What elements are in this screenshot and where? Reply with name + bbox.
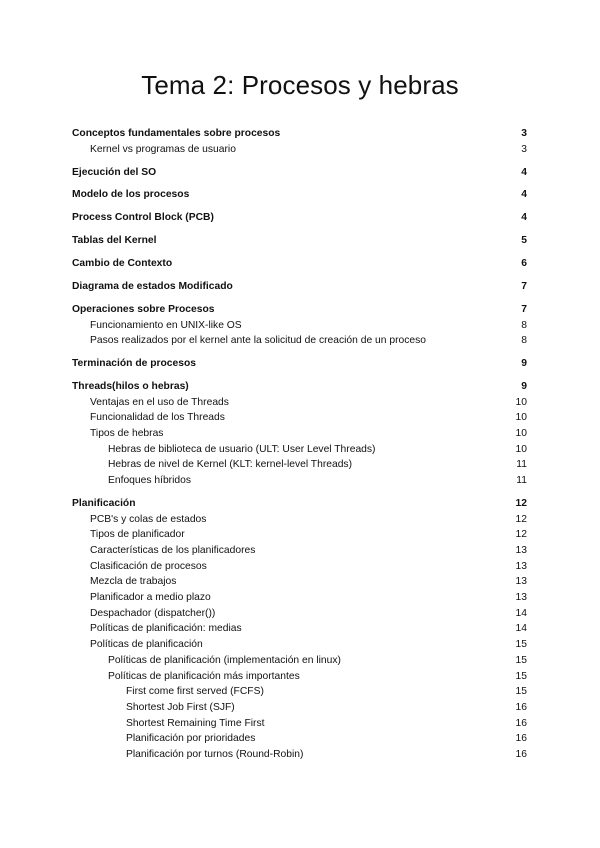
toc-entry-page-number[interactable]: 6 xyxy=(521,258,527,270)
toc-entry-label[interactable]: Operaciones sobre Procesos xyxy=(72,303,215,315)
toc-entry-label[interactable]: Tipos de planificador xyxy=(90,529,185,541)
toc-entry-label[interactable]: First come first served (FCFS) xyxy=(126,686,264,698)
toc-entry[interactable] xyxy=(72,716,527,732)
toc-entry-label[interactable]: Despachador (dispatcher()) xyxy=(90,607,216,619)
toc-entry-label[interactable]: Planificación xyxy=(72,497,136,509)
toc-entry-label[interactable]: Process Control Block (PCB) xyxy=(72,212,214,224)
toc-entry-page-number[interactable]: 16 xyxy=(515,717,527,729)
toc-entry-page-number[interactable]: 16 xyxy=(515,733,527,745)
toc-entry-page-number[interactable]: 14 xyxy=(515,623,527,635)
toc-entry[interactable] xyxy=(72,496,527,512)
toc-entry-page-number[interactable]: 4 xyxy=(521,166,527,178)
toc-entry-page-number[interactable]: 10 xyxy=(515,428,527,439)
toc-entry[interactable] xyxy=(72,426,527,442)
toc-entry[interactable] xyxy=(72,621,527,637)
toc-entry-page-number[interactable]: 13 xyxy=(515,576,527,588)
toc-entry-page-number[interactable]: 8 xyxy=(521,319,527,331)
toc-entry[interactable] xyxy=(72,210,527,226)
toc-entry-page-number[interactable]: 13 xyxy=(515,545,527,556)
toc-entry[interactable] xyxy=(72,527,527,543)
toc-entry-label[interactable]: Planificación por turnos (Round-Robin) xyxy=(126,748,304,760)
toc-entry-page-number[interactable]: 5 xyxy=(521,235,527,247)
toc-entry[interactable] xyxy=(72,559,527,575)
toc-entry-page-number[interactable]: 13 xyxy=(515,592,527,604)
toc-entry-label[interactable]: Pasos realizados por el kernel ante la solicitud de creación de un proceso xyxy=(90,335,426,347)
toc-entry[interactable] xyxy=(72,356,527,372)
toc-entry-label[interactable]: Conceptos fundamentales sobre procesos xyxy=(72,128,281,139)
toc-entry[interactable] xyxy=(72,256,527,272)
toc-entry[interactable] xyxy=(72,442,527,458)
toc-entry-page-number[interactable]: 10 xyxy=(515,412,527,424)
toc-entry-page-number[interactable]: 13 xyxy=(515,560,527,572)
toc-entry-label[interactable]: Hebras de biblioteca de usuario (ULT: User Level Threads) xyxy=(108,443,376,455)
toc-entry[interactable] xyxy=(72,233,527,249)
toc-entry[interactable] xyxy=(72,606,527,622)
toc-entry-page-number[interactable]: 15 xyxy=(515,686,527,698)
page-title: Tema 2: Procesos y hebras xyxy=(141,70,459,100)
toc-entry-label[interactable]: Threads(hilos o hebras) xyxy=(72,380,189,392)
toc-entry-page-number[interactable]: 7 xyxy=(521,303,527,315)
toc-entry[interactable] xyxy=(72,318,527,334)
toc-entry-page-number[interactable]: 14 xyxy=(515,607,527,619)
toc-entry-label[interactable]: Hebras de nivel de Kernel (KLT: kernel-level Threads) xyxy=(108,459,353,471)
toc-entry[interactable] xyxy=(72,395,527,411)
toc-entry[interactable] xyxy=(72,653,527,669)
toc-entry-label[interactable]: Ejecución del SO xyxy=(72,166,157,178)
toc-entry-label[interactable]: Planificador a medio plazo xyxy=(90,592,211,604)
toc-entry[interactable] xyxy=(72,669,527,685)
toc-entry-page-number[interactable]: 16 xyxy=(515,748,527,760)
toc-entry-page-number[interactable]: 7 xyxy=(521,280,527,292)
toc-entry[interactable] xyxy=(72,333,527,349)
toc-entry-label[interactable]: Tipos de hebras xyxy=(90,428,164,439)
toc-entry[interactable] xyxy=(72,379,527,395)
toc-entry-page-number[interactable]: 3 xyxy=(521,143,527,155)
toc-entry-label[interactable]: Políticas de planificación xyxy=(90,639,203,651)
toc-entry-page-number[interactable]: 8 xyxy=(521,335,527,347)
toc-entry-label[interactable]: Funcionamiento en UNIX-like OS xyxy=(90,319,242,331)
toc-entry-label[interactable]: Terminación de procesos xyxy=(72,358,196,370)
toc-entry-page-number[interactable]: 4 xyxy=(521,189,527,201)
toc-entry-label[interactable]: Políticas de planificación: medias xyxy=(90,623,242,635)
toc-entry[interactable] xyxy=(72,187,527,203)
toc-entry[interactable] xyxy=(72,684,527,700)
toc-entry-page-number[interactable]: 12 xyxy=(515,529,527,541)
toc-entry[interactable] xyxy=(72,473,527,489)
toc-entry[interactable] xyxy=(72,543,527,559)
toc-entry-label[interactable]: Kernel vs programas de usuario xyxy=(90,143,236,155)
toc-entry[interactable] xyxy=(72,512,527,528)
toc-entry-page-number[interactable]: 11 xyxy=(516,475,527,487)
toc-entry-page-number[interactable]: 11 xyxy=(516,459,527,471)
toc-entry[interactable] xyxy=(72,165,527,181)
toc-entry-label[interactable]: Características de los planificadores xyxy=(90,545,256,556)
toc-entry-page-number[interactable]: 15 xyxy=(515,654,527,666)
toc-entry[interactable] xyxy=(72,590,527,606)
toc-entry-page-number[interactable]: 9 xyxy=(521,380,527,392)
toc-entry-label[interactable]: Mezcla de trabajos xyxy=(90,576,177,588)
toc-entry-label[interactable]: Políticas de planificación (implementación en linux) xyxy=(108,654,341,666)
toc-entry-label[interactable]: Políticas de planificación más importantes xyxy=(108,670,300,682)
toc-entry-page-number[interactable]: 3 xyxy=(521,128,527,139)
toc-entry[interactable] xyxy=(72,574,527,590)
toc-entry-label[interactable]: Diagrama de estados Modificado xyxy=(72,280,233,292)
toc-entry[interactable] xyxy=(72,410,527,426)
toc-entry-label[interactable]: Shortest Job First (SJF) xyxy=(126,701,235,713)
toc-entry-page-number[interactable]: 15 xyxy=(515,670,527,682)
toc-entry-label[interactable]: PCB's y colas de estados xyxy=(90,513,207,525)
toc-entry-label[interactable]: Planificación por prioridades xyxy=(126,733,256,745)
toc-entry-label[interactable]: Ventajas en el uso de Threads xyxy=(90,396,229,408)
toc-entry[interactable] xyxy=(72,637,527,653)
table-of-contents xyxy=(72,126,527,763)
toc-entry-label[interactable]: Cambio de Contexto xyxy=(72,258,173,270)
toc-entry[interactable] xyxy=(72,302,527,318)
toc-entry-label[interactable]: Funcionalidad de los Threads xyxy=(90,412,225,424)
toc-entry-page-number[interactable]: 12 xyxy=(515,513,527,525)
toc-entry-page-number[interactable]: 4 xyxy=(521,212,527,224)
toc-entry[interactable] xyxy=(72,747,527,763)
toc-entry[interactable] xyxy=(72,126,527,142)
toc-entry[interactable] xyxy=(72,700,527,716)
toc-entry-page-number[interactable]: 15 xyxy=(515,639,527,651)
toc-entry-label[interactable]: Shortest Remaining Time First xyxy=(126,717,265,729)
toc-entry[interactable] xyxy=(72,279,527,295)
toc-entry[interactable] xyxy=(72,457,527,473)
toc-entry-label[interactable]: Clasificación de procesos xyxy=(90,560,207,572)
toc-entry[interactable] xyxy=(72,142,527,158)
toc-entry[interactable] xyxy=(72,731,527,747)
toc-entry-page-number[interactable]: 9 xyxy=(521,358,527,370)
toc-entry-label[interactable]: Tablas del Kernel xyxy=(72,235,157,247)
toc-entry-label[interactable]: Modelo de los procesos xyxy=(72,189,190,201)
toc-entry-page-number[interactable]: 10 xyxy=(515,443,527,455)
toc-entry-page-number[interactable]: 10 xyxy=(515,396,527,408)
toc-entry-page-number[interactable]: 12 xyxy=(515,497,527,509)
toc-entry-label[interactable]: Enfoques híbridos xyxy=(108,475,192,487)
toc-entry-page-number[interactable]: 16 xyxy=(515,701,527,713)
